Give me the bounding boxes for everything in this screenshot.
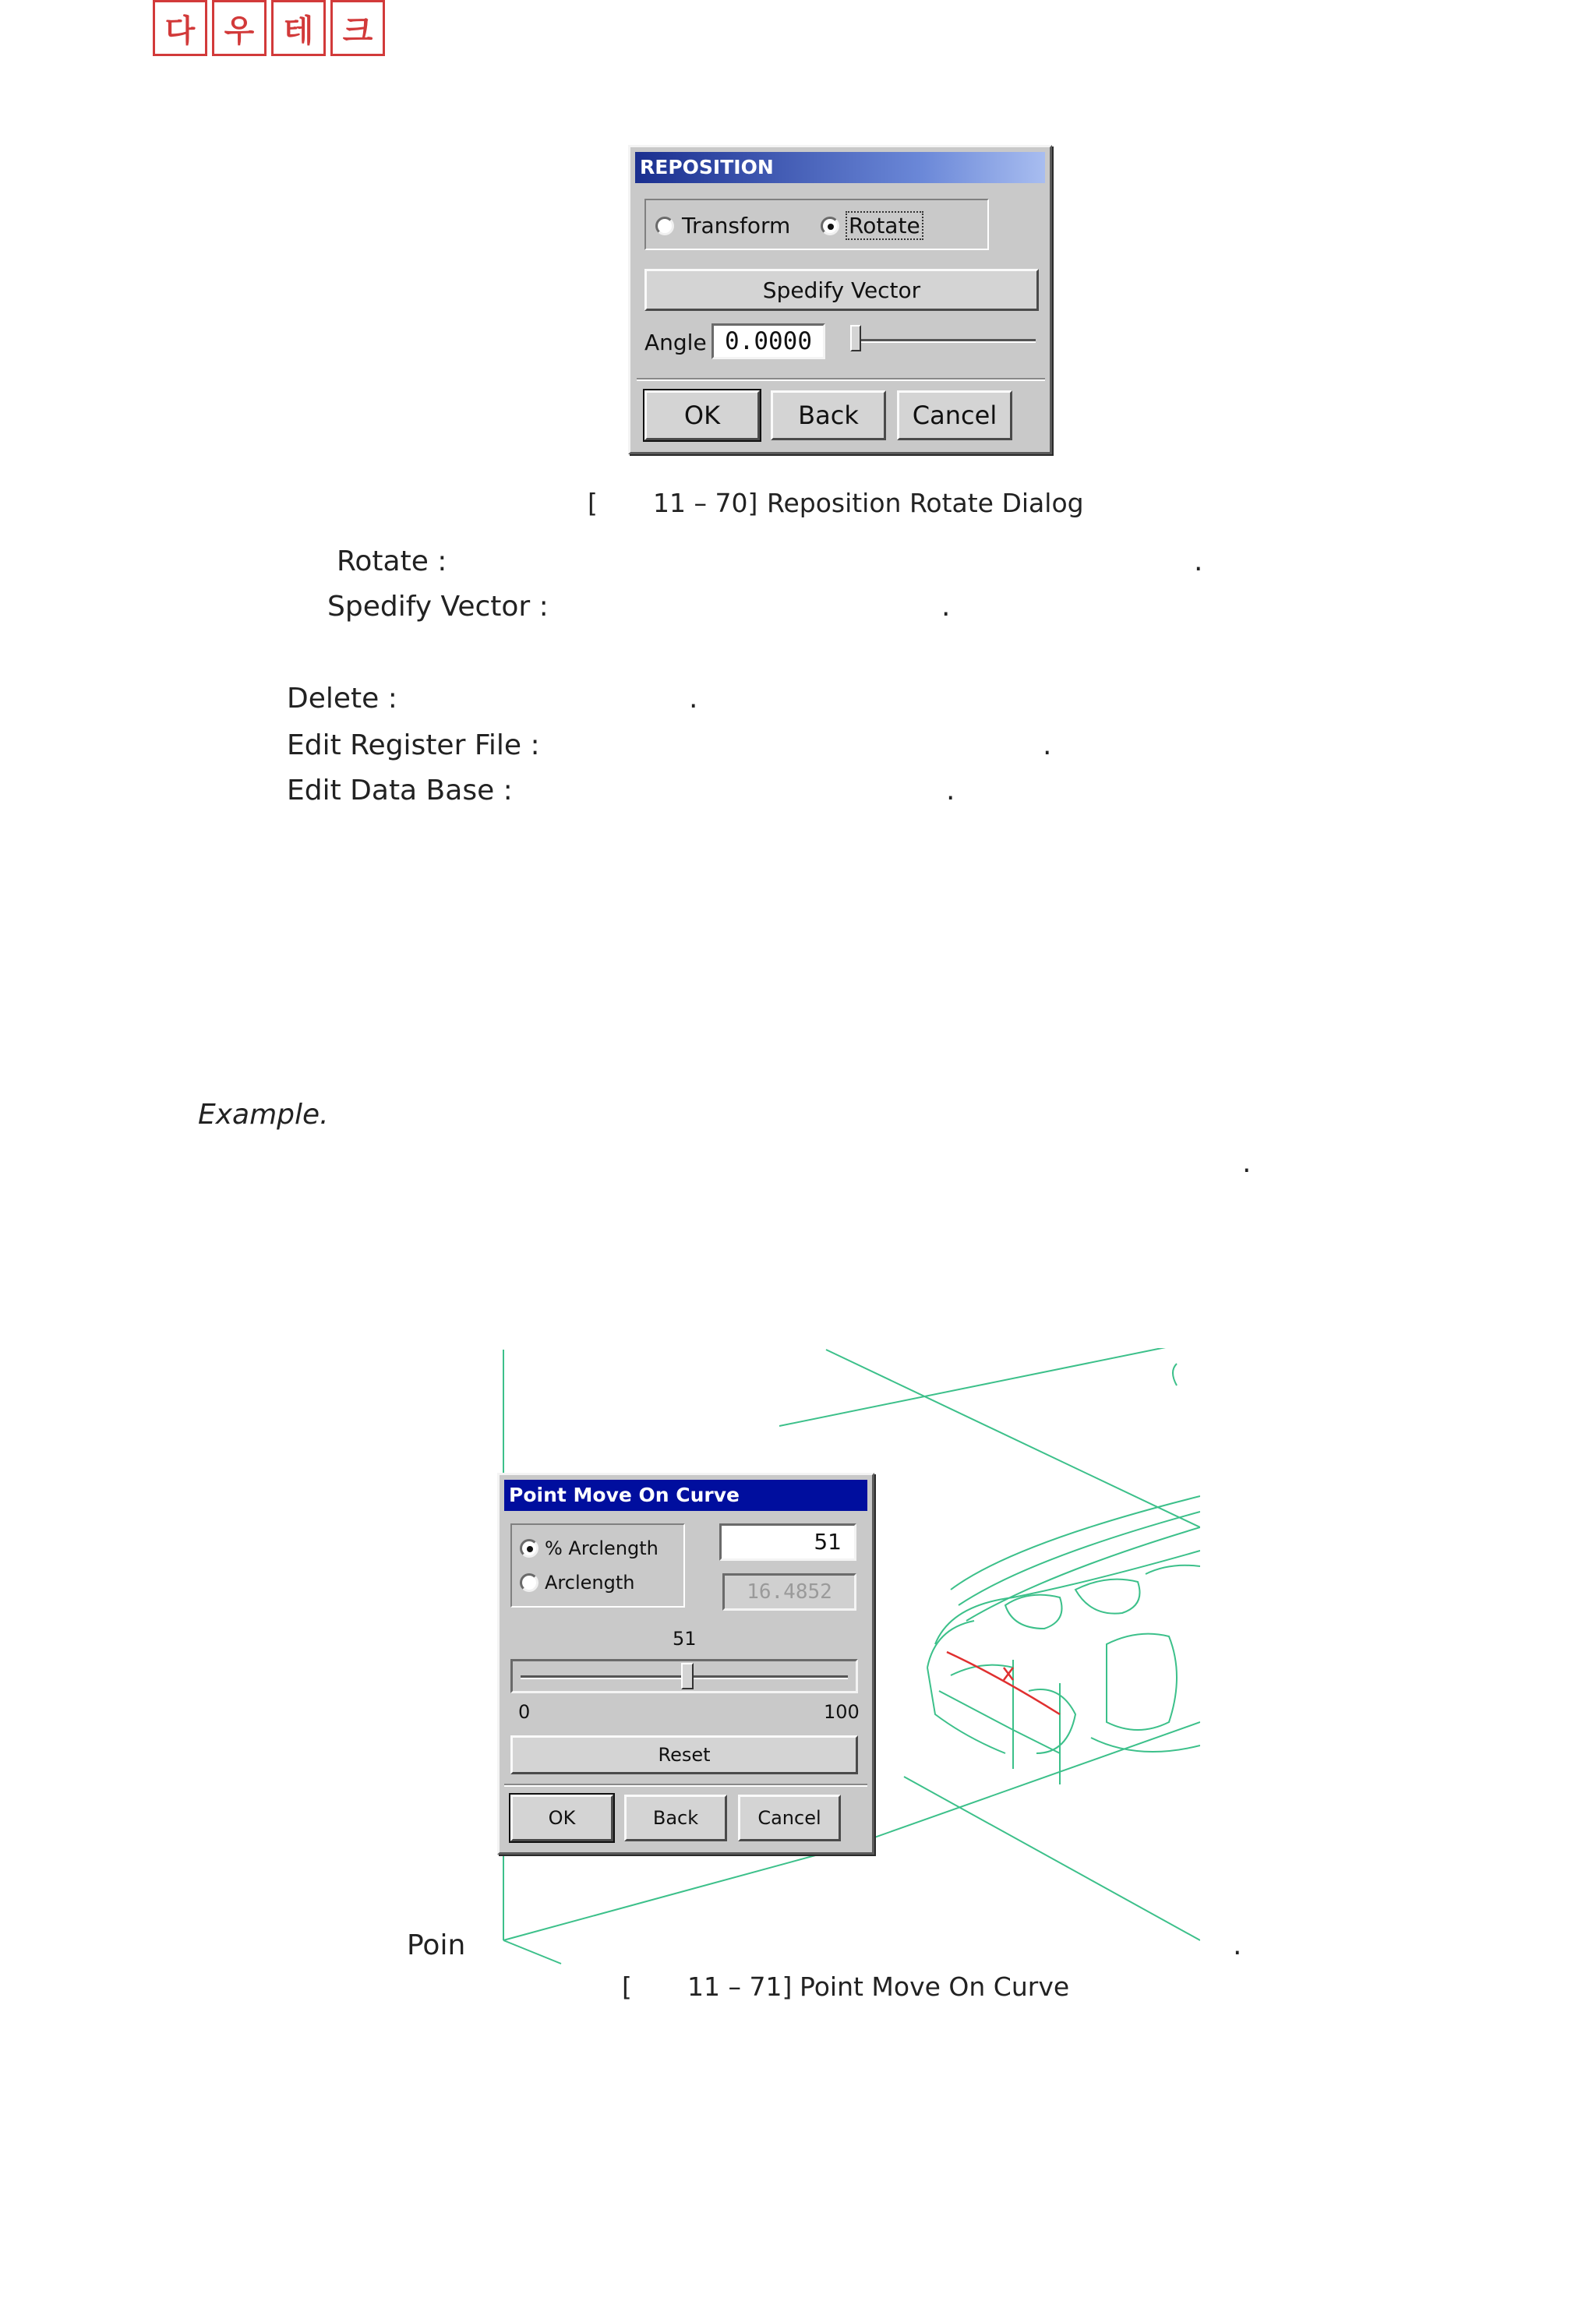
- axis-line: [779, 1348, 1200, 1426]
- separator: [637, 378, 1045, 381]
- radio-pct-arclength-option[interactable]: [520, 1537, 659, 1559]
- arclength-radio-group: [510, 1523, 685, 1608]
- slider-thumb[interactable]: [681, 1663, 694, 1689]
- definition-edit-data-base: Edit Data Base :: [287, 775, 513, 807]
- dialog-title: Point Move On Curve: [504, 1480, 867, 1511]
- axis-line: [503, 1940, 561, 1964]
- definition-specify-vector: Spedify Vector :: [327, 591, 549, 623]
- position-slider[interactable]: [510, 1659, 858, 1693]
- definition-edit-register-file: Edit Register File :: [287, 729, 540, 761]
- figure-caption-number: 11 – 70]: [653, 488, 758, 518]
- period: .: [946, 775, 955, 807]
- example-label: Example.: [198, 1099, 329, 1131]
- cancel-button[interactable]: Cancel: [897, 390, 1012, 440]
- figure-caption-bracket: [: [622, 1971, 632, 2002]
- axis-corner: [1173, 1364, 1177, 1385]
- logo-char: 테: [271, 0, 326, 56]
- company-logo: [153, 0, 385, 56]
- period: .: [1194, 545, 1203, 577]
- specify-vector-button[interactable]: Spedify Vector: [644, 269, 1039, 311]
- logo-char: 크: [330, 0, 385, 56]
- logo-char: 다: [153, 0, 207, 56]
- radio-transform-option[interactable]: [655, 213, 790, 238]
- angle-label: Angle: [644, 330, 707, 355]
- reposition-dialog: [628, 145, 1052, 454]
- axis-line: [826, 1350, 1200, 1527]
- period: .: [1242, 1147, 1252, 1179]
- radio-arclength-label: Arclength: [545, 1572, 635, 1594]
- angle-slider-thumb[interactable]: [850, 325, 861, 351]
- radio-transform-label: Transform: [682, 213, 791, 238]
- ok-button[interactable]: OK: [510, 1795, 613, 1841]
- cancel-button[interactable]: Cancel: [738, 1795, 841, 1841]
- back-button[interactable]: Back: [624, 1795, 727, 1841]
- period: .: [1043, 729, 1052, 761]
- radio-arclength-option[interactable]: [520, 1572, 634, 1594]
- dialog-title: REPOSITION: [635, 152, 1045, 183]
- axis-line: [904, 1777, 1200, 1940]
- radio-rotate-option[interactable]: [821, 213, 922, 238]
- angle-input[interactable]: 0.0000: [711, 323, 825, 359]
- slider-min-label: 0: [518, 1701, 531, 1723]
- logo-char: 우: [212, 0, 267, 56]
- figure-caption-bracket: [: [588, 488, 598, 518]
- slider-max-label: 100: [824, 1701, 860, 1723]
- angle-slider-track[interactable]: [856, 339, 1036, 343]
- axis-line: [503, 1855, 818, 1940]
- reset-button[interactable]: Reset: [510, 1735, 858, 1774]
- back-button[interactable]: Back: [771, 390, 886, 440]
- figure-caption-text: Point Move On Curve: [800, 1971, 1070, 2002]
- point-text: Poin: [407, 1929, 466, 1961]
- figure-caption-number: 11 – 71]: [687, 1971, 793, 2002]
- period: .: [689, 683, 698, 715]
- figure-caption-text: Reposition Rotate Dialog: [767, 488, 1084, 518]
- radio-rotate[interactable]: [821, 217, 839, 235]
- slider-value-label: 51: [673, 1628, 697, 1650]
- car-front-wireframe: [927, 1496, 1200, 1784]
- definition-rotate: Rotate :: [337, 545, 447, 577]
- radio-pct-arclength[interactable]: [520, 1539, 538, 1558]
- definition-delete: Delete :: [287, 683, 397, 715]
- radio-rotate-label: Rotate: [849, 213, 920, 238]
- radio-arclength[interactable]: [520, 1573, 538, 1592]
- pct-arclength-input[interactable]: 51: [719, 1523, 856, 1561]
- ok-button[interactable]: OK: [644, 390, 760, 440]
- point-move-dialog: [497, 1473, 874, 1855]
- period: .: [941, 591, 951, 623]
- radio-transform[interactable]: [655, 217, 674, 235]
- separator: [504, 1784, 867, 1787]
- period: .: [1233, 1929, 1242, 1961]
- radio-pct-arclength-label: % Arclength: [545, 1537, 659, 1559]
- curve-highlight: [947, 1652, 1060, 1714]
- arclength-input: 16.4852: [722, 1573, 856, 1611]
